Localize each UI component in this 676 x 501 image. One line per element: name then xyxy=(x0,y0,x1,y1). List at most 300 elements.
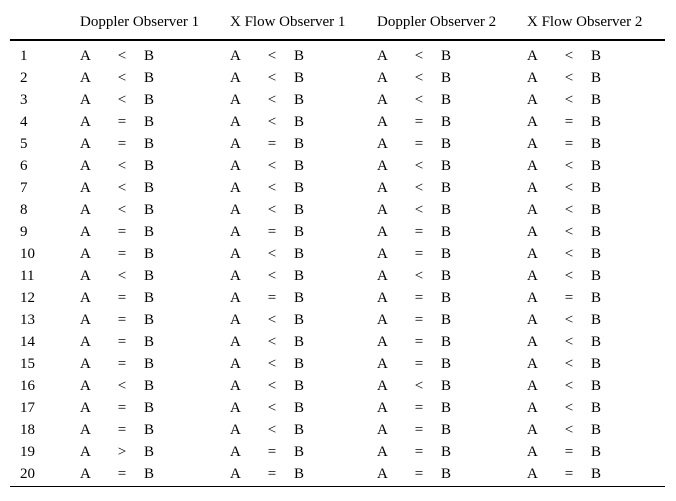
comparison-cell xyxy=(230,111,377,133)
comparison-cell xyxy=(230,67,377,89)
comparison-operator: < xyxy=(117,91,127,108)
right-operand: B xyxy=(294,113,305,130)
comparison-cell xyxy=(527,177,665,199)
left-operand: A xyxy=(80,69,91,86)
comparison-expression xyxy=(80,356,158,373)
comparison-cell xyxy=(527,331,665,353)
comparison-expression xyxy=(80,136,158,153)
left-operand: A xyxy=(80,421,91,438)
comparison-cell xyxy=(527,287,665,309)
comparison-operator: = xyxy=(414,399,424,416)
header-doppler-observer-2: Doppler Observer 2 xyxy=(377,6,527,40)
comparison-operator: < xyxy=(564,333,574,350)
left-operand: A xyxy=(230,223,241,240)
comparison-expression xyxy=(527,290,605,307)
comparison-expression xyxy=(527,158,605,175)
comparison-expression xyxy=(80,466,158,483)
comparison-cell xyxy=(377,375,527,397)
comparison-operator: = xyxy=(414,311,424,328)
left-operand: A xyxy=(230,355,241,372)
right-operand: B xyxy=(441,91,452,108)
comparison-operator: < xyxy=(267,157,277,174)
right-operand: B xyxy=(441,355,452,372)
comparison-operator: = xyxy=(117,113,127,130)
left-operand: A xyxy=(527,289,538,306)
comparison-cell xyxy=(80,243,230,265)
comparison-expression xyxy=(80,378,158,395)
right-operand: B xyxy=(144,289,155,306)
comparison-cell xyxy=(527,463,665,487)
comparison-cell xyxy=(377,111,527,133)
comparison-operator: = xyxy=(117,289,127,306)
right-operand: B xyxy=(144,157,155,174)
comparison-operator: < xyxy=(564,47,574,64)
comparison-expression xyxy=(80,224,158,241)
left-operand: A xyxy=(377,157,388,174)
comparison-cell xyxy=(377,441,527,463)
comparison-expression xyxy=(527,136,605,153)
right-operand: B xyxy=(441,443,452,460)
comparison-expression xyxy=(230,268,308,285)
comparison-cell xyxy=(527,89,665,111)
left-operand: A xyxy=(230,113,241,130)
left-operand: A xyxy=(230,135,241,152)
left-operand: A xyxy=(230,245,241,262)
right-operand: B xyxy=(144,201,155,218)
comparison-cell xyxy=(80,111,230,133)
comparison-cell xyxy=(377,67,527,89)
comparison-cell xyxy=(377,397,527,419)
left-operand: A xyxy=(377,399,388,416)
left-operand: A xyxy=(377,289,388,306)
right-operand: B xyxy=(144,355,155,372)
left-operand: A xyxy=(230,289,241,306)
table-row xyxy=(10,309,665,331)
table-row xyxy=(10,177,665,199)
right-operand: B xyxy=(294,91,305,108)
comparison-expression xyxy=(377,444,455,461)
comparison-expression xyxy=(80,158,158,175)
comparison-cell xyxy=(230,133,377,155)
comparison-operator: < xyxy=(414,69,424,86)
comparison-operator: = xyxy=(414,333,424,350)
right-operand: B xyxy=(144,69,155,86)
comparison-expression xyxy=(377,202,455,219)
table-row xyxy=(10,67,665,89)
left-operand: A xyxy=(377,245,388,262)
right-operand: B xyxy=(294,443,305,460)
comparison-operator: < xyxy=(117,267,127,284)
table-row xyxy=(10,265,665,287)
header-xflow-observer-1: X Flow Observer 1 xyxy=(230,6,377,40)
comparison-operator: < xyxy=(267,311,277,328)
left-operand: A xyxy=(230,466,241,482)
comparison-cell xyxy=(527,133,665,155)
right-operand: B xyxy=(294,179,305,196)
right-operand: B xyxy=(441,179,452,196)
row-number: 12 xyxy=(20,289,35,306)
right-operand: B xyxy=(294,377,305,394)
comparison-operator: = xyxy=(414,113,424,130)
comparison-cell xyxy=(527,40,665,67)
comparison-cell xyxy=(377,309,527,331)
comparison-expression xyxy=(80,268,158,285)
comparison-cell xyxy=(80,309,230,331)
comparison-cell xyxy=(527,309,665,331)
comparison-cell xyxy=(230,309,377,331)
comparison-expression xyxy=(230,202,308,219)
comparison-expression xyxy=(527,246,605,263)
comparison-expression xyxy=(527,268,605,285)
right-operand: B xyxy=(441,267,452,284)
comparison-operator: < xyxy=(267,245,277,262)
comparison-expression xyxy=(527,312,605,329)
comparison-expression xyxy=(80,444,158,461)
comparison-cell xyxy=(80,287,230,309)
comparison-operator: = xyxy=(564,135,574,152)
comparison-cell xyxy=(527,67,665,89)
left-operand: A xyxy=(230,157,241,174)
left-operand: A xyxy=(230,267,241,284)
left-operand: A xyxy=(527,135,538,152)
comparison-cell xyxy=(527,155,665,177)
left-operand: A xyxy=(527,245,538,262)
comparison-expression xyxy=(230,224,308,241)
row-number: 8 xyxy=(20,201,28,218)
row-number: 1 xyxy=(20,47,28,64)
table-row xyxy=(10,243,665,265)
table-row xyxy=(10,111,665,133)
comparison-operator: < xyxy=(117,157,127,174)
comparison-cell xyxy=(527,199,665,221)
comparison-cell xyxy=(80,441,230,463)
comparison-expression xyxy=(377,466,455,483)
comparison-expression xyxy=(230,114,308,131)
comparison-expression xyxy=(377,158,455,175)
comparison-cell xyxy=(377,243,527,265)
comparison-cell xyxy=(230,177,377,199)
right-operand: B xyxy=(294,157,305,174)
right-operand: B xyxy=(441,311,452,328)
comparison-expression xyxy=(230,290,308,307)
row-number: 13 xyxy=(20,311,35,328)
right-operand: B xyxy=(441,47,452,64)
right-operand: B xyxy=(441,289,452,306)
left-operand: A xyxy=(527,377,538,394)
comparison-operator: < xyxy=(414,157,424,174)
left-operand: A xyxy=(527,91,538,108)
comparison-expression xyxy=(527,48,605,65)
left-operand: A xyxy=(527,421,538,438)
right-operand: B xyxy=(294,355,305,372)
left-operand: A xyxy=(527,466,538,482)
comparison-cell xyxy=(80,265,230,287)
comparison-expression xyxy=(527,334,605,351)
row-number: 5 xyxy=(20,135,28,152)
left-operand: A xyxy=(527,47,538,64)
left-operand: A xyxy=(527,443,538,460)
row-number: 7 xyxy=(20,179,28,196)
table-row xyxy=(10,89,665,111)
right-operand: B xyxy=(591,355,602,372)
comparison-expression xyxy=(230,334,308,351)
left-operand: A xyxy=(230,377,241,394)
right-operand: B xyxy=(144,135,155,152)
left-operand: A xyxy=(230,399,241,416)
right-operand: B xyxy=(144,267,155,284)
comparison-cell xyxy=(230,441,377,463)
comparison-expression xyxy=(80,48,158,65)
comparison-cell xyxy=(80,40,230,67)
right-operand: B xyxy=(294,289,305,306)
right-operand: B xyxy=(591,157,602,174)
left-operand: A xyxy=(80,179,91,196)
comparison-operator: < xyxy=(267,399,277,416)
right-operand: B xyxy=(294,223,305,240)
comparison-cell xyxy=(377,287,527,309)
right-operand: B xyxy=(591,421,602,438)
left-operand: A xyxy=(527,201,538,218)
table-body xyxy=(10,40,665,487)
row-number: 14 xyxy=(20,333,35,350)
comparison-operator: = xyxy=(117,355,127,372)
comparison-operator: < xyxy=(267,113,277,130)
comparison-operator: = xyxy=(564,113,574,130)
comparison-cell xyxy=(230,265,377,287)
comparison-operator: = xyxy=(414,223,424,240)
comparison-cell xyxy=(80,199,230,221)
comparison-expression xyxy=(377,422,455,439)
comparison-operator: > xyxy=(117,443,127,460)
left-operand: A xyxy=(230,179,241,196)
left-operand: A xyxy=(377,355,388,372)
comparison-cell xyxy=(80,155,230,177)
right-operand: B xyxy=(144,443,155,460)
comparison-operator: = xyxy=(414,443,424,460)
comparison-expression xyxy=(80,290,158,307)
table-row xyxy=(10,463,665,487)
left-operand: A xyxy=(230,69,241,86)
comparison-operator: < xyxy=(117,69,127,86)
right-operand: B xyxy=(144,466,155,482)
row-number: 11 xyxy=(20,267,35,284)
row-number: 19 xyxy=(20,443,35,460)
comparison-operator: = xyxy=(564,289,574,306)
left-operand: A xyxy=(527,311,538,328)
right-operand: B xyxy=(144,91,155,108)
comparison-cell xyxy=(230,463,377,487)
right-operand: B xyxy=(591,311,602,328)
comparison-operator: < xyxy=(267,201,277,218)
comparison-cell xyxy=(527,375,665,397)
left-operand: A xyxy=(80,443,91,460)
comparison-operator: < xyxy=(414,267,424,284)
comparison-operator: < xyxy=(414,377,424,394)
left-operand: A xyxy=(80,267,91,284)
right-operand: B xyxy=(294,47,305,64)
right-operand: B xyxy=(294,333,305,350)
comparison-expression xyxy=(377,268,455,285)
comparison-operator: < xyxy=(267,355,277,372)
comparison-expression xyxy=(377,246,455,263)
left-operand: A xyxy=(377,91,388,108)
comparison-expression xyxy=(377,70,455,87)
comparison-cell xyxy=(80,67,230,89)
comparison-cell xyxy=(230,397,377,419)
right-operand: B xyxy=(591,399,602,416)
right-operand: B xyxy=(144,377,155,394)
comparison-operator: < xyxy=(564,69,574,86)
comparison-operator: < xyxy=(117,201,127,218)
comparison-expression xyxy=(230,180,308,197)
left-operand: A xyxy=(377,113,388,130)
comparison-expression xyxy=(230,246,308,263)
comparison-operator: < xyxy=(564,399,574,416)
comparison-expression xyxy=(527,180,605,197)
left-operand: A xyxy=(80,466,91,482)
comparison-operator: < xyxy=(564,201,574,218)
left-operand: A xyxy=(377,201,388,218)
right-operand: B xyxy=(591,69,602,86)
comparison-operator: = xyxy=(414,466,424,482)
comparison-cell xyxy=(377,199,527,221)
comparison-operator: < xyxy=(267,333,277,350)
right-operand: B xyxy=(144,333,155,350)
comparison-table-container xyxy=(10,6,665,487)
comparison-expression xyxy=(527,92,605,109)
comparison-cell xyxy=(527,397,665,419)
table-row xyxy=(10,133,665,155)
table-row xyxy=(10,441,665,463)
left-operand: A xyxy=(527,333,538,350)
left-operand: A xyxy=(527,179,538,196)
comparison-operator: < xyxy=(564,377,574,394)
right-operand: B xyxy=(591,333,602,350)
left-operand: A xyxy=(80,113,91,130)
left-operand: A xyxy=(377,377,388,394)
comparison-operator: = xyxy=(414,421,424,438)
comparison-operator: < xyxy=(267,47,277,64)
comparison-cell xyxy=(377,265,527,287)
left-operand: A xyxy=(80,377,91,394)
left-operand: A xyxy=(80,289,91,306)
left-operand: A xyxy=(230,333,241,350)
comparison-expression xyxy=(377,400,455,417)
comparison-cell xyxy=(80,375,230,397)
row-number: 2 xyxy=(20,69,28,86)
right-operand: B xyxy=(144,245,155,262)
right-operand: B xyxy=(441,245,452,262)
comparison-cell xyxy=(377,155,527,177)
comparison-expression xyxy=(230,92,308,109)
comparison-expression xyxy=(527,202,605,219)
comparison-expression xyxy=(527,356,605,373)
comparison-expression xyxy=(80,400,158,417)
comparison-expression xyxy=(377,334,455,351)
comparison-cell xyxy=(230,221,377,243)
comparison-operator: = xyxy=(117,311,127,328)
right-operand: B xyxy=(441,135,452,152)
right-operand: B xyxy=(294,311,305,328)
header-xflow-observer-2: X Flow Observer 2 xyxy=(527,6,665,40)
comparison-cell xyxy=(377,133,527,155)
comparison-operator: = xyxy=(117,333,127,350)
row-number: 3 xyxy=(20,91,28,108)
comparison-operator: = xyxy=(117,421,127,438)
comparison-cell xyxy=(377,463,527,487)
comparison-cell xyxy=(80,353,230,375)
comparison-operator: = xyxy=(414,135,424,152)
comparison-operator: = xyxy=(117,399,127,416)
right-operand: B xyxy=(591,223,602,240)
comparison-operator: = xyxy=(414,355,424,372)
comparison-cell xyxy=(230,199,377,221)
left-operand: A xyxy=(230,47,241,64)
comparison-expression xyxy=(230,466,308,483)
table-row xyxy=(10,397,665,419)
right-operand: B xyxy=(591,466,602,482)
comparison-operator: < xyxy=(564,267,574,284)
right-operand: B xyxy=(144,311,155,328)
left-operand: A xyxy=(377,421,388,438)
comparison-expression xyxy=(80,180,158,197)
comparison-expression xyxy=(230,48,308,65)
row-number: 15 xyxy=(20,355,35,372)
comparison-expression xyxy=(80,422,158,439)
left-operand: A xyxy=(80,201,91,218)
comparison-operator: = xyxy=(267,443,277,460)
header-case-number xyxy=(10,6,80,40)
comparison-cell xyxy=(230,331,377,353)
row-number: 4 xyxy=(20,113,28,130)
right-operand: B xyxy=(591,289,602,306)
comparison-cell xyxy=(377,40,527,67)
comparison-cell xyxy=(230,89,377,111)
left-operand: A xyxy=(80,399,91,416)
right-operand: B xyxy=(591,267,602,284)
comparison-cell xyxy=(377,331,527,353)
header-doppler-observer-1: Doppler Observer 1 xyxy=(80,6,230,40)
right-operand: B xyxy=(591,47,602,64)
row-number: 6 xyxy=(20,157,28,174)
row-number: 16 xyxy=(20,377,35,394)
comparison-expression xyxy=(230,136,308,153)
comparison-operator: = xyxy=(117,135,127,152)
comparison-expression xyxy=(527,444,605,461)
left-operand: A xyxy=(527,355,538,372)
left-operand: A xyxy=(377,69,388,86)
right-operand: B xyxy=(294,421,305,438)
right-operand: B xyxy=(591,245,602,262)
right-operand: B xyxy=(591,443,602,460)
comparison-operator: < xyxy=(414,201,424,218)
comparison-operator: < xyxy=(267,421,277,438)
comparison-cell xyxy=(527,353,665,375)
left-operand: A xyxy=(377,47,388,64)
left-operand: A xyxy=(230,311,241,328)
left-operand: A xyxy=(527,223,538,240)
comparison-expression xyxy=(80,334,158,351)
comparison-expression xyxy=(80,312,158,329)
right-operand: B xyxy=(294,399,305,416)
right-operand: B xyxy=(441,377,452,394)
right-operand: B xyxy=(441,223,452,240)
table-row xyxy=(10,199,665,221)
comparison-cell xyxy=(230,375,377,397)
comparison-expression xyxy=(377,114,455,131)
comparison-operator: = xyxy=(564,466,574,482)
comparison-operator: = xyxy=(267,135,277,152)
